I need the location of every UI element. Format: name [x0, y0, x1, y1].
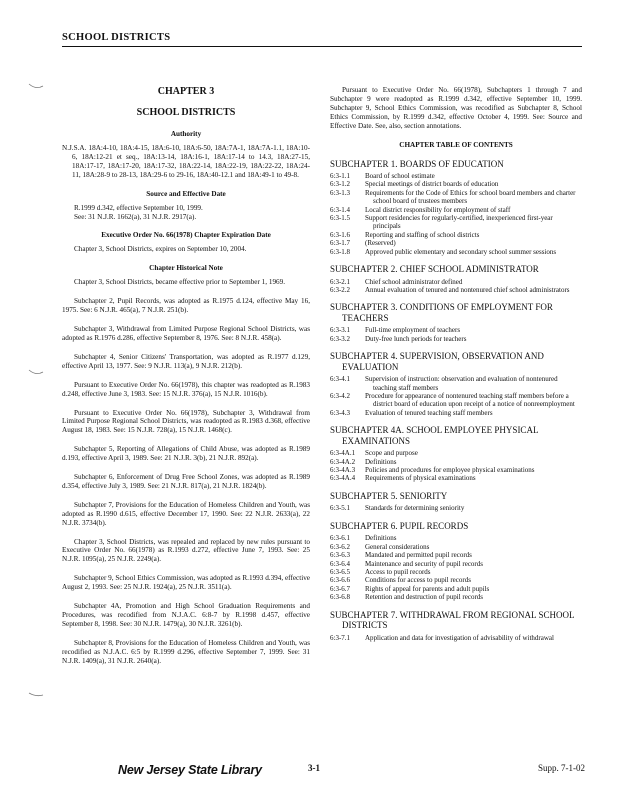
toc-section-number: 6:3-4A.2	[330, 457, 356, 466]
toc-section-number: 6:3-6.8	[330, 593, 351, 602]
left-sections	[62, 130, 310, 666]
toc-entry[interactable]	[330, 634, 582, 642]
toc-section-title: Local district responsibility for employment of staff	[365, 205, 511, 214]
toc-entry[interactable]	[330, 560, 582, 568]
toc-section-number: 6:3-5.1	[330, 504, 351, 513]
toc-entry[interactable]	[330, 239, 582, 247]
subchapter-title: SUBCHAPTER 7. WITHDRAWAL FROM REGIONAL SCHOOL DISTRICTS	[330, 609, 575, 631]
toc-section-number: 6:3-7.1	[330, 633, 351, 642]
section-paragraph: Pursuant to Executive Order No. 66(1978), Subchapter 3, Withdrawal from Limited Purpose Regional School Districts, was readopted as R.1983 d.368, effective August 18, 1983. See: 15 N.J.R. 728(a), 15 N.J.R. 1468(c).	[62, 408, 310, 435]
toc-section-number: 6:3-4A.4	[330, 474, 356, 483]
subchapter-title: SUBCHAPTER 6. PUPIL RECORDS	[330, 520, 469, 531]
section-paragraph: Chapter 3, School Districts, was repealed and replaced by new rules pursuant to Executive Order No. 66(1978) as R.1993 d.272, effective June 7, 1993. See: 25 N.J.R. 1095(a), 25 N.J.R. 2249(a).	[62, 537, 310, 564]
toc-entry[interactable]	[330, 593, 582, 601]
chapter-title: SCHOOL DISTRICTS	[136, 107, 236, 118]
section-paragraph: Subchapter 2, Pupil Records, was adopted as R.1975 d.124, effective May 16, 1975. See: 6 N.J.R. 465(a), 7 N.J.R. 251(b).	[62, 297, 310, 315]
toc-section-title: Reporting and staffing of school districts	[365, 230, 480, 239]
margin-mark	[28, 368, 44, 376]
toc-section-title: Rights of appeal for parents and adult pupils	[365, 584, 490, 593]
toc-section-title: Procedure for appearance of nontenured teaching staff members before a district board of education upon receipt of a notice of nonreemployment	[365, 392, 575, 409]
toc-entry[interactable]	[330, 504, 582, 512]
toc-entry[interactable]	[330, 449, 582, 457]
toc-entry[interactable]	[330, 180, 582, 188]
toc-section-title: Requirements of physical examinations	[365, 474, 476, 483]
section-paragraph: Subchapter 6, Enforcement of Drug Free School Zones, was adopted as R.1989 d.354, effective July 3, 1989. See: 21 N.J.R. 817(a), 21 N.J.R. 1824(b).	[62, 473, 310, 490]
header-rule	[62, 46, 582, 47]
toc-entry[interactable]	[330, 543, 582, 551]
toc-section-title: Application and data for investigation of advisability of withdrawal	[365, 633, 554, 642]
subchapter-title: SUBCHAPTER 1. BOARDS OF EDUCATION	[330, 158, 504, 169]
toc-entry[interactable]	[330, 458, 582, 466]
section-paragraph: Subchapter 4A, Promotion and High School Graduation Requirements and Procedures, was recodified from N.J.A.C. 6:8-7 by R.1998 d.457, effective September 8, 1998. See: 30 N.J.R. 1479(a), 30 N.J.R. 3261(b).	[62, 602, 310, 628]
toc-section-number: 6:3-6.4	[330, 559, 351, 568]
toc-section-title: Requirements for the Code of Ethics for school board members and charter school board of trustees members	[365, 188, 576, 206]
table-of-contents	[330, 159, 582, 642]
toc-section-title: Definitions	[365, 457, 397, 466]
toc-section-number: 6:3-1.2	[330, 180, 351, 189]
toc-section-number: 6:3-6.1	[330, 534, 351, 543]
toc-title: CHAPTER TABLE OF CONTENTS	[399, 140, 513, 149]
toc-section-number: 6:3-6.5	[330, 567, 351, 576]
chapter-label: CHAPTER 3	[157, 86, 215, 97]
toc-section-number: 6:3-4A.3	[330, 466, 356, 475]
toc-section-title: Duty-free lunch periods for teachers	[365, 334, 467, 343]
section-paragraph: Chapter 3, School Districts, expires on September 10, 2004.	[74, 245, 247, 254]
toc-section-number: 6:3-1.7	[330, 239, 351, 248]
left-column	[62, 86, 310, 676]
toc-section-title: Standards for determining seniority	[365, 504, 465, 513]
subchapter-title: SUBCHAPTER 3. CONDITIONS OF EMPLOYMENT FOR TEACHERS	[330, 302, 553, 323]
section-heading: Authority	[170, 130, 202, 138]
toc-entry[interactable]	[330, 248, 582, 256]
toc-section-number: 6:3-1.1	[330, 172, 351, 181]
toc-entry[interactable]	[330, 172, 582, 180]
toc-section-title: Conditions for access to pupil records	[365, 576, 471, 585]
library-stamp: New Jersey State Library	[118, 763, 262, 777]
section-paragraph: Subchapter 5, Reporting of Allegations of Child Abuse, was adopted as R.1989 d.193, effective April 3, 1989. See: 21 N.J.R. 3(b), 21 N.J.R. 892(a).	[62, 445, 310, 463]
margin-mark	[28, 690, 44, 698]
toc-section-title: Chief school administrator defined	[365, 277, 463, 286]
section-paragraph: Subchapter 4, Senior Citizens' Transportation, was adopted as R.1977 d.129, effective April 13, 1977. See: 9 N.J.R. 113(a), 9 N.J.R. 212(b).	[62, 352, 310, 370]
toc-entry[interactable]	[330, 189, 582, 206]
toc-section-title: Retention and destruction of pupil records	[365, 593, 483, 602]
toc-section-number: 6:3-1.3	[330, 188, 351, 197]
section-paragraph: N.J.S.A. 18A:4-10, 18A:4-15, 18A:6-10, 18A:6-50, 18A:7A-1, 18A:7A-1.1, 18A:10-6, 18A:12-21 et seq., 18A:13-14, 18A:16-1, 18A:17-14 to 14.3, 18A:27-15, 18A:17-17, 18A:17-20, 18A:17-32, 18A:22-14, 18A:22-19, 18A:22-22, 18A:24-11, 18A:28-9 to 28-13, 18A:29-6 to 29-16, 18A:40-12.1 and 18A:49-1 to 49-8.	[62, 144, 310, 179]
section-paragraph: Pursuant to Executive Order No. 66(1978), this chapter was readopted as R.1983 d.248, effective June 3, 1983. See: 15 N.J.R. 376(a), 15 N.J.R. 1016(b).	[62, 380, 310, 398]
toc-entry[interactable]	[330, 375, 582, 392]
toc-section-title: (Reserved)	[365, 239, 396, 248]
toc-section-number: 6:3-4A.1	[330, 449, 356, 458]
toc-section-title: Full-time employment of teachers	[365, 326, 461, 335]
subchapter-title: SUBCHAPTER 4A. SCHOOL EMPLOYEE PHYSICAL EXAMINATIONS	[330, 425, 539, 446]
toc-entry[interactable]	[330, 474, 582, 482]
section-heading: Executive Order No. 66(1978) Chapter Expiration Date	[101, 231, 271, 240]
toc-section-number: 6:3-2.2	[330, 286, 351, 294]
toc-section-number: 6:3-3.1	[330, 326, 351, 335]
toc-section-title: Scope and purpose	[365, 449, 418, 458]
toc-section-title: Approved public elementary and secondary school summer sessions	[365, 247, 557, 256]
section-paragraph: R.1999 d.342, effective September 10, 1999.	[74, 203, 203, 212]
toc-section-title: Definitions	[365, 534, 397, 543]
toc-section-title: Annual evaluation of tenured and nontenured chief school administrators	[365, 286, 570, 294]
supplement-date: Supp. 7-1-02	[538, 763, 585, 773]
toc-section-number: 6:3-4.1	[330, 375, 351, 384]
toc-entry[interactable]	[330, 278, 582, 286]
right-column	[330, 86, 582, 642]
toc-section-title: Mandated and permitted pupil records	[365, 551, 472, 560]
toc-entry[interactable]	[330, 206, 582, 214]
toc-entry[interactable]	[330, 214, 582, 231]
subchapter-title: SUBCHAPTER 4. SUPERVISION, OBSERVATION AND EVALUATION	[330, 351, 544, 372]
section-heading: Chapter Historical Note	[149, 264, 223, 273]
toc-section-number: 6:3-1.8	[330, 247, 351, 256]
toc-entry[interactable]	[330, 231, 582, 239]
toc-section-number: 6:3-2.1	[330, 277, 351, 286]
toc-entry[interactable]	[330, 466, 582, 474]
toc-section-number: 6:3-6.6	[330, 576, 351, 585]
toc-section-title: Support residencies for regularly-certified, inexperienced first-year principals	[365, 214, 553, 231]
margin-mark	[28, 82, 44, 90]
running-header: SCHOOL DISTRICTS	[62, 32, 171, 43]
toc-entry[interactable]	[330, 551, 582, 559]
section-paragraph: Subchapter 7, Provisions for the Education of Homeless Children and Youth, was adopted as R.1990 d.615, effective December 17, 1990. See: 22 N.J.R. 2633(a), 22 N.J.R. 3734(b).	[62, 500, 310, 527]
toc-section-title: Board of school estimate	[365, 172, 435, 181]
page-number: 3-1	[308, 763, 320, 773]
toc-section-title: Access to pupil records	[365, 567, 431, 576]
toc-section-title: Supervision of instruction: observation and evaluation of nontenured teaching staff members	[365, 375, 558, 392]
toc-entry[interactable]	[330, 576, 582, 584]
toc-entry[interactable]	[330, 568, 582, 576]
toc-section-number: 6:3-6.7	[330, 584, 351, 593]
toc-entry[interactable]	[330, 335, 582, 343]
toc-section-title: Maintenance and security of pupil records	[365, 559, 483, 568]
subchapter-title: SUBCHAPTER 5. SENIORITY	[330, 490, 448, 501]
toc-section-title: General considerations	[365, 542, 430, 551]
section-paragraph: See: 31 N.J.R. 1662(a), 31 N.J.R. 2917(a).	[74, 212, 197, 221]
toc-section-title: Evaluation of tenured teaching staff members	[365, 408, 493, 417]
toc-section-number: 6:3-3.2	[330, 334, 351, 343]
section-paragraph: Subchapter 8, Provisions for the Education of Homeless Children and Youth, was recodified as N.J.A.C. 6:5 by R.1999 d.296, effective September 7, 1999. See: 31 N.J.R. 1409(a), 31 N.J.R. 2640(a).	[62, 638, 310, 665]
toc-section-number: 6:3-1.6	[330, 230, 351, 239]
toc-section-number: 6:3-4.2	[330, 392, 351, 401]
section-paragraph: Subchapter 9, School Ethics Commission, was adopted as R.1993 d.394, effective August 2, 1993. See: 25 N.J.R. 1924(a), 25 N.J.R. 3511(a).	[62, 574, 310, 592]
subchapter-title: SUBCHAPTER 2. CHIEF SCHOOL ADMINISTRATOR	[330, 264, 539, 275]
toc-section-number: 6:3-4.3	[330, 408, 351, 417]
section-paragraph: Chapter 3, School Districts, became effective prior to September 1, 1969.	[74, 278, 286, 287]
toc-section-number: 6:3-1.4	[330, 205, 351, 214]
right-intro: Pursuant to Executive Order No. 66(1978), Subchapters 1 through 7 and Subchapter 9 were readopted as R.1999 d.342, effective September 10, 1999. Subchapter 9, School Ethics Commission, was recodified as Subchapter 8, School Ethics Commission, by R.1999 d.342, effective October 4, 1999. See: Source and Effective Date. See, also, section annotations.	[330, 86, 582, 130]
toc-entry[interactable]	[330, 409, 582, 417]
toc-section-number: 6:3-6.2	[330, 542, 351, 551]
toc-entry[interactable]	[330, 392, 582, 409]
toc-entry[interactable]	[330, 326, 582, 334]
toc-entry[interactable]	[330, 286, 582, 294]
toc-entry[interactable]	[330, 534, 582, 542]
toc-section-title: Policies and procedures for employee physical examinations	[365, 466, 535, 475]
toc-section-title: Special meetings of district boards of education	[365, 180, 499, 189]
toc-section-number: 6:3-1.5	[330, 214, 351, 223]
section-heading: Source and Effective Date	[146, 189, 226, 198]
toc-section-number: 6:3-6.3	[330, 551, 351, 560]
section-paragraph: Subchapter 3, Withdrawal from Limited Purpose Regional School Districts, was adopted as R.1976 d.286, effective September 8, 1976. See: 8 N.J.R. 458(a).	[62, 325, 310, 342]
toc-entry[interactable]	[330, 585, 582, 593]
